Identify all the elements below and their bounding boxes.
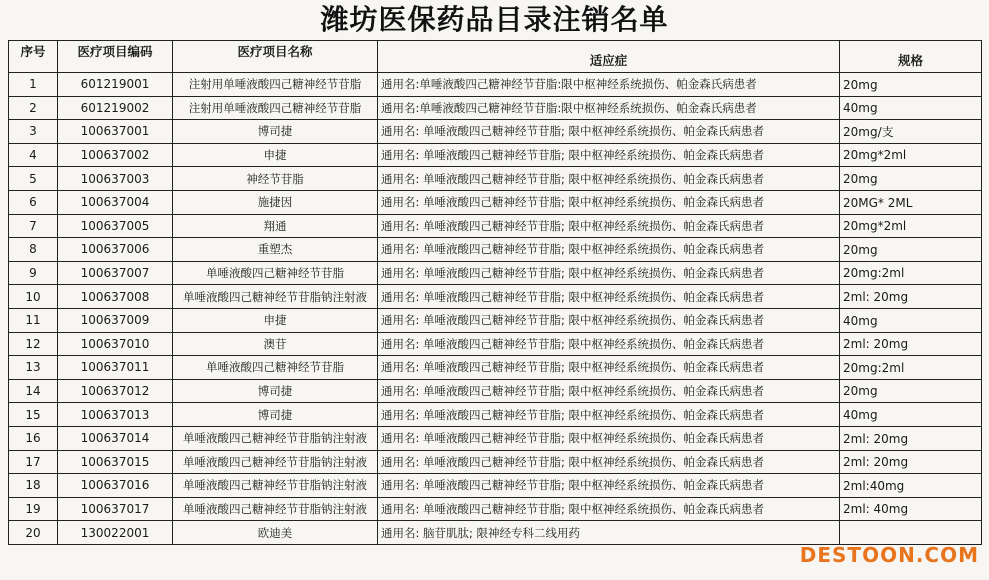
row-name: 申捷 [173, 308, 378, 332]
row-code: 100637008 [58, 285, 173, 309]
table-body [9, 73, 982, 545]
row-name: 博司捷 [173, 120, 378, 144]
table-row [9, 238, 982, 262]
row-indication: 通用名: 单唾液酸四己糖神经节苷脂; 限中枢神经系统损伤、帕金森氏病患者 [378, 474, 840, 498]
row-indication: 通用名: 单唾液酸四己糖神经节苷脂; 限中枢神经系统损伤、帕金森氏病患者 [378, 450, 840, 474]
table-row [9, 261, 982, 285]
row-indication: 通用名: 单唾液酸四己糖神经节苷脂; 限中枢神经系统损伤、帕金森氏病患者 [378, 356, 840, 380]
row-code: 100637009 [58, 308, 173, 332]
row-indication: 通用名: 单唾液酸四己糖神经节苷脂; 限中枢神经系统损伤、帕金森氏病患者 [378, 167, 840, 191]
row-name: 申捷 [173, 143, 378, 167]
row-spec: 40mg [840, 403, 982, 427]
table-row [9, 167, 982, 191]
row-code: 100637001 [58, 120, 173, 144]
row-code: 100637007 [58, 261, 173, 285]
row-name: 神经节苷脂 [173, 167, 378, 191]
row-code: 100637013 [58, 403, 173, 427]
row-name: 单唾液酸四己糖神经节苷脂 [173, 356, 378, 380]
table-row [9, 497, 982, 521]
table-row [9, 214, 982, 238]
row-seq: 10 [9, 285, 58, 309]
table-header-row [9, 41, 982, 73]
row-spec: 20mg/支 [840, 120, 982, 144]
table-row [9, 521, 982, 545]
row-code: 601219002 [58, 96, 173, 120]
row-name: 施捷因 [173, 190, 378, 214]
row-name: 单唾液酸四己糖神经节苷脂钠注射液 [173, 450, 378, 474]
row-indication: 通用名: 单唾液酸四己糖神经节苷脂; 限中枢神经系统损伤、帕金森氏病患者 [378, 120, 840, 144]
row-code: 100637002 [58, 143, 173, 167]
row-name: 单唾液酸四己糖神经节苷脂钠注射液 [173, 497, 378, 521]
header-code: 医疗项目编码 [58, 41, 173, 73]
row-spec: 20mg*2ml [840, 143, 982, 167]
row-code: 100637014 [58, 426, 173, 450]
row-spec: 2ml: 20mg [840, 426, 982, 450]
row-name: 重塑杰 [173, 238, 378, 262]
table-row [9, 474, 982, 498]
row-indication: 通用名: 单唾液酸四己糖神经节苷脂; 限中枢神经系统损伤、帕金森氏病患者 [378, 190, 840, 214]
row-seq: 13 [9, 356, 58, 380]
row-code: 100637006 [58, 238, 173, 262]
row-seq: 20 [9, 521, 58, 545]
table-row [9, 73, 982, 97]
table-row [9, 96, 982, 120]
row-seq: 7 [9, 214, 58, 238]
header-spec: 规格 [840, 41, 982, 73]
row-seq: 15 [9, 403, 58, 427]
row-name: 翔通 [173, 214, 378, 238]
row-spec [840, 521, 982, 545]
row-spec: 20mg [840, 379, 982, 403]
row-spec: 2ml:40mg [840, 474, 982, 498]
row-code: 100637004 [58, 190, 173, 214]
row-seq: 12 [9, 332, 58, 356]
row-indication: 通用名: 单唾液酸四己糖神经节苷脂; 限中枢神经系统损伤、帕金森氏病患者 [378, 426, 840, 450]
row-seq: 17 [9, 450, 58, 474]
row-name: 单唾液酸四己糖神经节苷脂 [173, 261, 378, 285]
row-indication: 通用名: 单唾液酸四己糖神经节苷脂; 限中枢神经系统损伤、帕金森氏病患者 [378, 497, 840, 521]
table-row [9, 450, 982, 474]
row-seq: 14 [9, 379, 58, 403]
row-indication: 通用名: 脑苷肌肽; 限神经专科二线用药 [378, 521, 840, 545]
table-row [9, 426, 982, 450]
row-code: 100637017 [58, 497, 173, 521]
row-spec: 20mg [840, 73, 982, 97]
row-indication: 通用名: 单唾液酸四己糖神经节苷脂; 限中枢神经系统损伤、帕金森氏病患者 [378, 285, 840, 309]
row-seq: 4 [9, 143, 58, 167]
row-code: 130022001 [58, 521, 173, 545]
table-row [9, 190, 982, 214]
watermark: DESTOON.COM [799, 543, 979, 567]
table-row [9, 285, 982, 309]
row-code: 100637011 [58, 356, 173, 380]
row-code: 601219001 [58, 73, 173, 97]
table-row [9, 332, 982, 356]
row-indication: 通用名: 单唾液酸四己糖神经节苷脂; 限中枢神经系统损伤、帕金森氏病患者 [378, 214, 840, 238]
row-code: 100637015 [58, 450, 173, 474]
row-seq: 1 [9, 73, 58, 97]
row-code: 100637016 [58, 474, 173, 498]
row-seq: 16 [9, 426, 58, 450]
row-spec: 2ml: 20mg [840, 332, 982, 356]
row-name: 欧迪美 [173, 521, 378, 545]
row-spec: 20mg:2ml [840, 261, 982, 285]
table-row [9, 143, 982, 167]
row-spec: 20MG* 2ML [840, 190, 982, 214]
row-code: 100637012 [58, 379, 173, 403]
row-spec: 20mg:2ml [840, 356, 982, 380]
table-row [9, 120, 982, 144]
row-seq: 6 [9, 190, 58, 214]
row-spec: 20mg [840, 167, 982, 191]
row-seq: 11 [9, 308, 58, 332]
page-title: 潍坊医保药品目录注销名单 [320, 3, 669, 36]
row-indication: 通用名: 单唾液酸四己糖神经节苷脂; 限中枢神经系统损伤、帕金森氏病患者 [378, 403, 840, 427]
row-spec: 20mg [840, 238, 982, 262]
row-spec: 20mg*2ml [840, 214, 982, 238]
row-name: 单唾液酸四己糖神经节苷脂钠注射液 [173, 426, 378, 450]
table-row [9, 308, 982, 332]
row-spec: 2ml: 40mg [840, 497, 982, 521]
row-seq: 5 [9, 167, 58, 191]
deregistration-table [8, 40, 982, 545]
row-name: 澳苷 [173, 332, 378, 356]
row-seq: 8 [9, 238, 58, 262]
header-name: 医疗项目名称 [173, 41, 378, 73]
row-name: 注射用单唾液酸四己糖神经节苷脂 [173, 96, 378, 120]
row-code: 100637003 [58, 167, 173, 191]
table-row [9, 379, 982, 403]
row-code: 100637010 [58, 332, 173, 356]
row-spec: 40mg [840, 96, 982, 120]
table-row [9, 356, 982, 380]
row-seq: 2 [9, 96, 58, 120]
table-row [9, 403, 982, 427]
row-indication: 通用名: 单唾液酸四己糖神经节苷脂; 限中枢神经系统损伤、帕金森氏病患者 [378, 238, 840, 262]
row-spec: 2ml: 20mg [840, 285, 982, 309]
header-indication: 适应症 [378, 41, 840, 73]
row-name: 博司捷 [173, 403, 378, 427]
row-indication: 通用名: 单唾液酸四己糖神经节苷脂; 限中枢神经系统损伤、帕金森氏病患者 [378, 379, 840, 403]
row-indication: 通用名: 单唾液酸四己糖神经节苷脂; 限中枢神经系统损伤、帕金森氏病患者 [378, 261, 840, 285]
row-indication: 通用名: 单唾液酸四己糖神经节苷脂; 限中枢神经系统损伤、帕金森氏病患者 [378, 332, 840, 356]
row-indication: 通用名: 单唾液酸四己糖神经节苷脂; 限中枢神经系统损伤、帕金森氏病患者 [378, 143, 840, 167]
row-seq: 9 [9, 261, 58, 285]
row-name: 单唾液酸四己糖神经节苷脂钠注射液 [173, 285, 378, 309]
row-indication: 通用名:单唾液酸四己糖神经节苷脂:限中枢神经系统损伤、帕金森氏病患者 [378, 73, 840, 97]
row-name: 注射用单唾液酸四己糖神经节苷脂 [173, 73, 378, 97]
row-seq: 3 [9, 120, 58, 144]
header-seq: 序号 [9, 41, 58, 73]
row-code: 100637005 [58, 214, 173, 238]
row-spec: 40mg [840, 308, 982, 332]
row-name: 博司捷 [173, 379, 378, 403]
row-name: 单唾液酸四己糖神经节苷脂钠注射液 [173, 474, 378, 498]
row-seq: 18 [9, 474, 58, 498]
row-seq: 19 [9, 497, 58, 521]
row-indication: 通用名:单唾液酸四己糖神经节苷脂:限中枢神经系统损伤、帕金森氏病患者 [378, 96, 840, 120]
row-spec: 2ml: 20mg [840, 450, 982, 474]
row-indication: 通用名: 单唾液酸四己糖神经节苷脂; 限中枢神经系统损伤、帕金森氏病患者 [378, 308, 840, 332]
